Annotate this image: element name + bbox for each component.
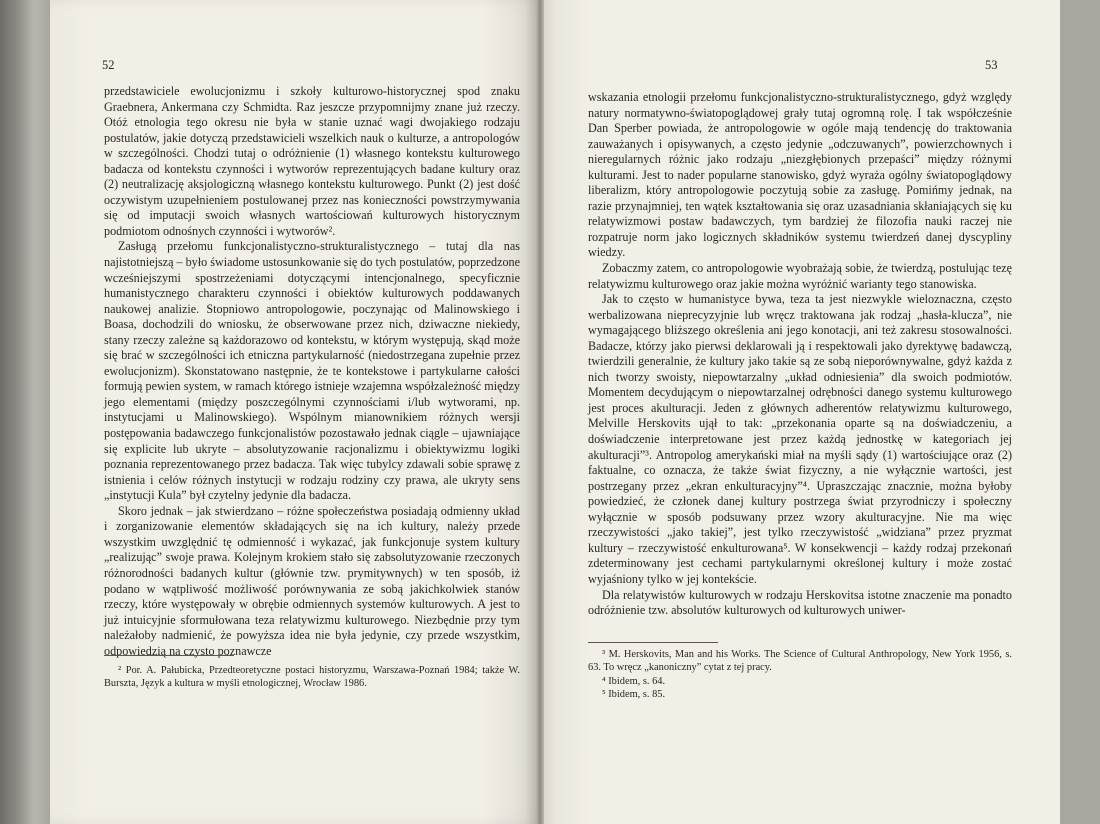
footnotes bbox=[588, 648, 1012, 702]
footnote: ⁵ Ibidem, s. 85. bbox=[602, 689, 666, 701]
right-page bbox=[540, 0, 1060, 824]
paragraph: wskazania etnologii przełomu funkcjonalistyczno-strukturalistycznego, gdyż względy natury normatywno-światopoglądowej grały tutaj ogromną rolę. I tak współcześnie Dan Sperber powiada, że antropologowie w ogóle mają tendencję do traktowania zauważanych i opisywanych, a często jedynie „odczuwanych”, powierzchownych i nieregularnych różnic jako rodzaju „niezgłębionych przepaści” między różnymi kulturami. Jest to nader popularne stanowisko, gdyż wyraża ogólny światopoglądowy liberalizm, który antropologowie poczytują sobie za zasługę. Pomińmy jednak, na razie przynajmniej, ten wątek kształtowania się oraz uzasadniania skłaniających się ku relatywizmowi postaw badawczych, tym bardziej że filozofia nauki raczej nie rozpatruje norm jako logicznych składników systemu twierdzeń danej dyscypliny wiedzy. bbox=[588, 90, 1012, 260]
body-text bbox=[588, 90, 1012, 619]
left-page bbox=[50, 0, 540, 824]
book-spine bbox=[536, 0, 544, 824]
body-text bbox=[104, 84, 520, 659]
paragraph: Dla relatywistów kulturowych w rodzaju Herskovitsa istotne znaczenie ma ponadto odróżnienie tzw. absolutów kulturowych od kulturowych uniwer- bbox=[588, 587, 1012, 618]
footnote-rule bbox=[104, 655, 234, 656]
paragraph: Jak to często w humanistyce bywa, teza ta jest niezwykle wieloznaczna, często werbalizowana nieprecyzyjnie lub wręcz traktowana jak rodzaj „hasła-klucza”, nie wymagającego bliższego określenia ani jego konotacji, ani też zakresu stosowalności. Badacze, którzy jako pierwsi deklarowali ją i respektowali jako dyrektywę badawczą, twierdzili generalnie, że kultury jako takie są ze sobą nieporównywalne, gdyż każda z nich tworzy swoisty, niepowtarzalny „układ odniesienia” dla swoich podmiotów. Momentem decydującym o niepowtarzalnej odrębności danego systemu kulturowego jest proces akulturacji. Jeden z głównych adherentów relatywizmu kulturowego, Melville Herskovits ujął to tak: „przekonania oparte są na doświadczeniu, a doświadczenie interpretowane jest przez każdą jednostkę w kategoriach jej akulturacji”³. Antropolog amerykański miał na myśli sądy (1) wartościujące oraz (2) faktualne, co oznacza, że także świat fizyczny, a nie wyłącznie wartości, jest postrzegany przez „ekran enkulturacyjny”⁴. Upraszczając znacznie, można byłoby powiedzieć, że członek danej kultury postrzega świat przyrodniczy i społeczny wyłącznie w sposób podsuwany przez wzory akulturacyjne. Nie ma więc rzeczywistości „jako takiej”, jest tylko rzeczywistość „widziana” przez pryzmat kultury – rzeczywistość enkulturowana⁵. W konsekwencji – każdy rodzaj przekonań zdeterminowany jest cechami partykularnymi określonej kultury i może zostać wyjaśniony tylko w jej kontekście. bbox=[588, 292, 1012, 586]
footnote-rule bbox=[588, 642, 718, 643]
paragraph: Zasługą przełomu funkcjonalistyczno-strukturalistycznego – tutaj dla nas najistotniejszą – było świadome ustosunkowanie się do tych postulatów, poprzedzone wcześniejszymi spostrzeżeniami dotyczącymi intencjonalnego, specyficznie humanistycznego charakteru czynności i obiektów kulturowych poddawanych naukowej analizie. Stopniowo antropologowie, poczynając od Malinowskiego i Boasa, dochodzili do wniosku, że obserwowane przez nich, dziwaczne niekiedy, stany rzeczy zależne są każdorazowo od kontekstu, w którym występują, skąd może się brać w szczególności ich etniczna partykularność (niedostrzegana zupełnie przez ewolucjonizm). Skonstatowano następnie, że te kontekstowe i partykularne całości formują pewien system, w ramach którego istnieje wzajemna współzależność między jego elementami (między poszczególnymi czynnościami i/lub wytworami, np. instytucjami u Malinowskiego). Wspólnym mianownikiem różnych wersji postępowania badawczego funkcjonalistów pozostawało jednak ciągle – ujawniające się explicite lub ukryte – absolutyzowanie racjonalizmu i obiektywizmu logiki poznania reprezentowanego przez badacza. Tak więc tubylcy zdawali sobie sprawę z istnienia i celów różnych instytucji w rodzaju rodziny czy prawa, ale ukryty sens „instytucji Kula” był czytelny jedynie dla badacza. bbox=[104, 239, 520, 503]
page-number: 53 bbox=[985, 58, 998, 72]
footnotes bbox=[104, 664, 520, 691]
paragraph: Skoro jednak – jak stwierdzano – różne społeczeństwa posiadają odmienny układ i zorganizowanie elementów składających się na ich kultury, należy przede wszystkim uwzględnić tę odmienność i wykazać, jak funkcjonuje system kultury „realizując” swoje prawa. Kolejnym krokiem stało się zabsolutyzowanie rzeczonych różnorodności badanych kultur (głównie tzw. prymitywnych) w ten sposób, iż podano w wątpliwość możliwość porównywania ze sobą jakichkolwiek stanów rzeczy, które występowały w obrębie odmiennych systemów kulturowych. A jest to już intuicyjnie sformułowana teza relatywizmu kulturowego. Niezbędnie przy tym należałoby nadmienić, że powyższa idea nie była jedynie, czy przede wszystkim, odpowiedzią na czysto poznawcze bbox=[104, 503, 520, 658]
footnote: ³ M. Herskovits, Man and his Works. The Science of Cultural Anthropology, New York 1956, s. 63. To wręcz „kanoniczny” cytat z tej pracy. bbox=[588, 649, 1012, 674]
paragraph: Zobaczmy zatem, co antropologowie wyobrażają sobie, że twierdzą, postulując tezę relatywizmu kulturowego oraz jakie można wyróżnić warianty tego stanowiska. bbox=[588, 261, 1012, 291]
footnote: ⁴ Ibidem, s. 64. bbox=[602, 675, 666, 687]
paragraph: przedstawiciele ewolucjonizmu i szkoły kulturowo-historycznej spod znaku Graebnera, Ankermana czy Schmidta. Raz jeszcze przypomnijmy znane już rzeczy. Otóż etnologia tego okresu nie była w stanie uznać wagi dwojakiego rodzaju postulatów, jakie dotyczą przedstawicieli wszelkich nauk o kulturze, a antropologów w szczególności. Chodzi tutaj o odróżnienie (1) własnego kontekstu kulturowego badacza od kontekstu czynności i wytworów reprezentujących badane kultury oraz (2) neutralizację aksjologiczną własnego kontekstu kulturowego. Punkt (2) jest dość oczywistym uzupełnieniem postulowanej przez nas konieczności powstrzymywania się od imputacji swoich własnych wartościowań kulturowych historycznym podmiotom odnośnych czynności i wytworów². bbox=[104, 84, 520, 238]
page-number: 52 bbox=[102, 58, 115, 72]
footnote: ² Por. A. Pałubicka, Przedteoretyczne postaci historyzmu, Warszawa-Poznań 1984; także W. Burszta, Język a kultura w myśli etnologicznej, Wrocław 1986. bbox=[104, 665, 520, 690]
